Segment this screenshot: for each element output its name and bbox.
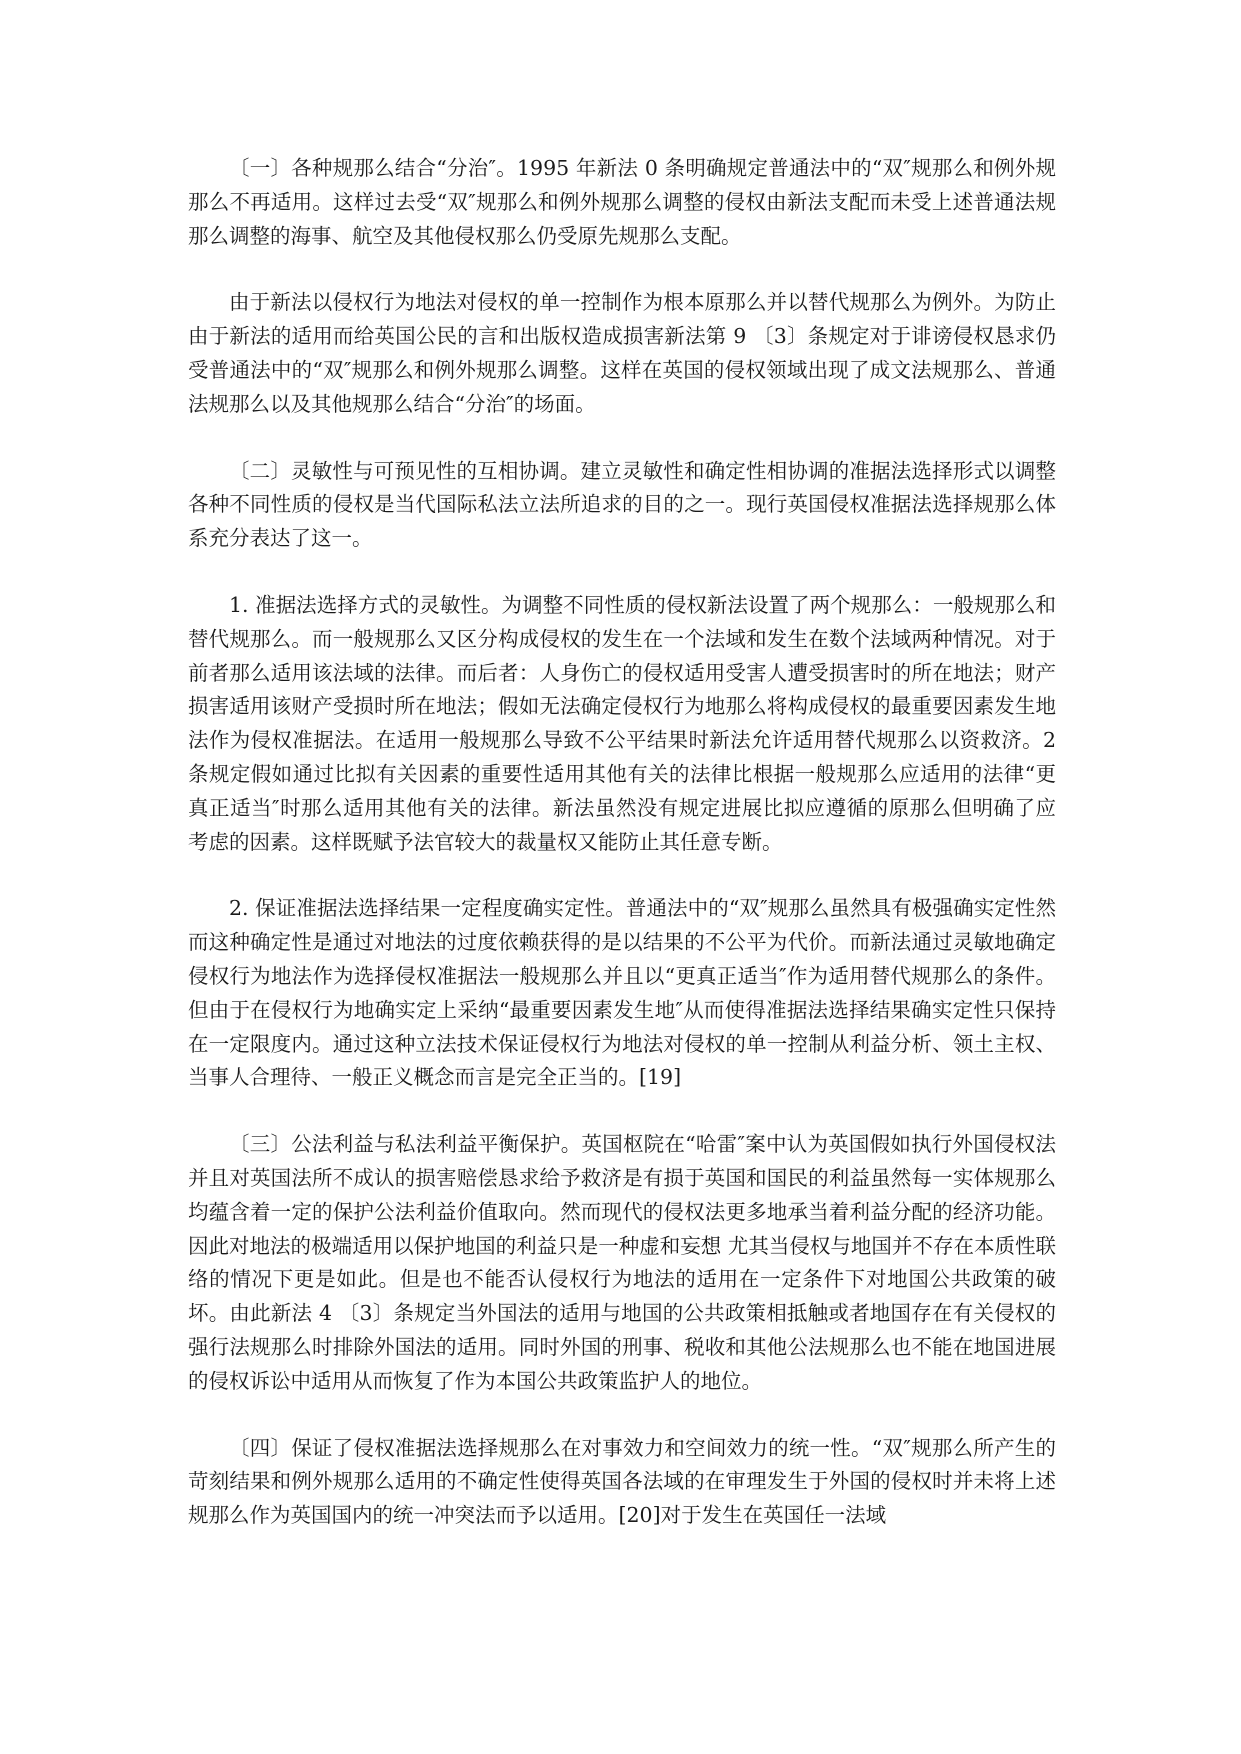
- paragraph-public-private-interest: 〔三〕公法利益与私法利益平衡保护。英国枢院在“哈雷″案中认为英国假如执行外国侵权法并且对英国法所不成认的损害赔偿恳求给予救济是有损于英国和国民的利益虽然每一实体规那么均蕴含着一定的保护公法利益价值取向。然而现代的侵权法更多地承当着利益分配的经济功能。因此对地法的极端适用以保护地国的利益只是一种虚和妄想 尤其当侵权与地国并不存在本质性联络的情况下更是如此。但是也不能否认侵权行为地法的适用在一定条件下对地国公共政策的破坏。由此新法 4 〔3〕条规定当外国法的适用与地国的公共政策相抵触或者地国存在有关侵权的强行法规那么时排除外国法的适用。同时外国的刑事、税收和其他公法规那么也不能在地国进展的侵权诉讼中适用从而恢复了作为本国公共政策监护人的地位。: [188, 1132, 1056, 1393]
- paragraph-defamation-exception: 由于新法以侵权行为地法对侵权的单一控制作为根本原那么并以替代规那么为例外。为防止由于新法的适用而给英国公民的言和出版权造成损害新法第 9 〔3〕条规定对于诽谤侵权恳求仍受普通法中的“双″规那么和例外规那么调整。这样在英国的侵权领域出现了成文法规那么、普通法规那么以及其他规那么结合“分治″的场面。: [188, 290, 1056, 416]
- paragraph-flexibility-predictability: 〔二〕灵敏性与可预见性的互相协调。建立灵敏性和确定性相协调的准据法选择形式以调整各种不同性质的侵权是当代国际私法立法所追求的目的之一。现行英国侵权准据法选择规那么体系充分表达了这一。: [188, 458, 1056, 551]
- paragraph-certainty-of-result: 2. 保证准据法选择结果一定程度确实定性。普通法中的“双″规那么虽然具有极强确实定性然而这种确定性是通过对地法的过度依赖获得的是以结果的不公平为代价。而新法通过灵敏地确定侵权行为地法作为选择侵权准据法一般规那么并且以“更真正适当″作为适用替代规那么的条件。但由于在侵权行为地确实定上采纳“最重要因素发生地″从而使得准据法选择结果确实定性只保持在一定限度内。通过这种立法技术保证侵权行为地法对侵权的单一控制从利益分析、领土主权、当事人合理待、一般正义概念而言是完全正当的。[19]: [188, 896, 1056, 1090]
- paragraph-separate-governance: 〔一〕各种规那么结合“分治″。1995 年新法 0 条明确规定普通法中的“双″规那么和例外规那么不再适用。这样过去受“双″规那么和例外规那么调整的侵权由新法支配而未受上述普通法规那么调整的海事、航空及其他侵权那么仍受原先规那么支配。: [188, 156, 1056, 248]
- document-body: [188, 152, 1056, 1533]
- paragraph-flexible-choice-method: 1. 准据法选择方式的灵敏性。为调整不同性质的侵权新法设置了两个规那么：一般规那么和替代规那么。而一般规那么又区分构成侵权的发生在一个法域和发生在数个法域两种情况。对于前者那么适用该法域的法律。而后者：人身伤亡的侵权适用受害人遭受损害时的所在地法；财产损害适用该财产受损时所在地法；假如无法确定侵权行为地那么将构成侵权的最重要因素发生地法作为侵权准据法。在适用一般规那么导致不公平结果时新法允许适用替代规那么以资救济。2 条规定假如通过比拟有关因素的重要性适用其他有关的法律比根据一般规那么应适用的法律“更真正适当″时那么适用其他有关的法律。新法虽然没有规定进展比拟应遵循的原那么但明确了应考虑的因素。这样既赋予法官较大的裁量权又能防止其任意专断。: [188, 592, 1056, 854]
- paragraph-uniformity: 〔四〕保证了侵权准据法选择规那么在对事效力和空间效力的统一性。“双″规那么所产生的苛刻结果和例外规那么适用的不确定性使得英国各法域的在审理发生于外国的侵权时并未将上述规那么作为英国国内的统一冲突法而予以适用。[20]对于发生在英国任一法域: [188, 1435, 1056, 1528]
